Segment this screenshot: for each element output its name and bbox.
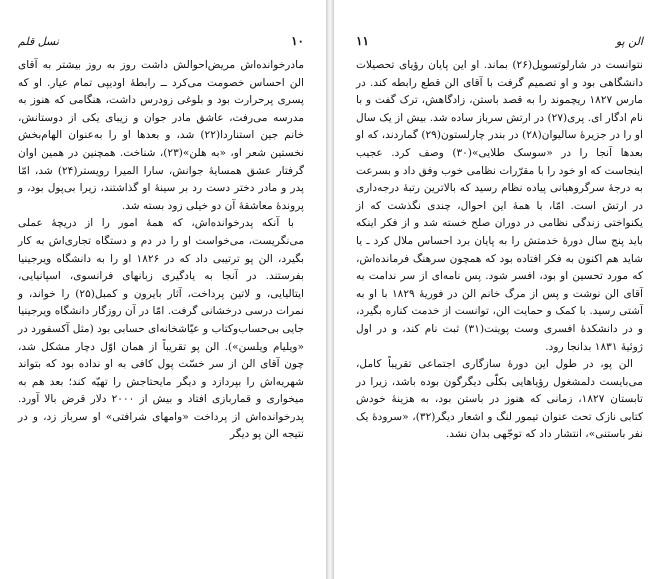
left-paragraph-1: مادرخوانده‌اش مریض‌احوالش داشت روز به روز بیشتر به آقای الن احساس خصومت می‌کرد ــ رابطهٔ اودیپی تمام عیار. او که پسری پرحرارت بود و بلوغی زودرس داشت، هنگامی که هنوز به مدرسه می‌رفت، عاشق مادر جوان و زیبای یکی از دوستانش، خانم جین استناردا(۲۲) شد، و بعدها او را به‌عنوان الهام‌بخش نخستین شعر او، «به هلن»(۲۳)، شناخت. همچنین در همین اوان گرفتار عشق همسایهٔ جوانش، سارا المیرا رویستر(۲۴) شد، امّا پدر و مادر دختر دست رد بر سینهٔ او گذاشتند، زیرا بی‌پول بود، و پروندهٔ معاشقهٔ آن دو خیلی زود بسته شد. (18, 59, 304, 212)
right-page-header (356, 34, 643, 48)
right-page-number: ۱۱ (356, 34, 369, 48)
book-gutter (326, 0, 334, 579)
right-page (334, 0, 663, 579)
right-paragraph-1: نتوانست در شارلوتسویل(۲۶) بماند. او این پایان رؤیای تحصیلات دانشگاهی بود و او تصمیم گرفت با آقای الن قطع رابطه کند. در مارس ۱۸۲۷ ریچموند را به قصد باستن، زادگاهش، ترک گفت و با نام ادگار ای. پری(۲۷) در ارتش سرباز ساده شد. بیش از یک سال او را در جزیرهٔ سالیوان(۲۸) در بندر چارلستون(۲۹) گماردند، که او بعدها آنجا را در «سوسک طلایی»(۳۰) وصف کرد. عجیب اینجاست که او خود را با مقرّرات نظامی خوب وفق داد و بسرعت به درجهٔ سرگروهبانی پیاده نظام رسید که بالاترین رتبهٔ درجه‌داری در ارتش است. امّا، با همهٔ این احوال، چندی نگذشت که از یکنواختی زندگی نظامی در دوران صلح خسته شد و از فکر اینکه باید پنج سال دورهٔ خدمتش را به پایان برد احساس ملال کرد ـ یا شاید هم اکنون به فکر افتاده بود که همچون سرهنگ فرمانده‌اش، که مورد تحسین او بود، افسر شود. پس نامه‌ای از سر ندامت به آقای الن نوشت و پس از مرگ خانم الن در فوریهٔ ۱۸۲۹ با او به آشتی رسید. با کمک و حمایت الن، توانست از خدمت کناره بگیرد، و در دانشکدهٔ افسری وست پوینت(۳۱) ثبت نام کند، و در اول ژوئیهٔ ۱۸۳۱ بدانجا رود. (356, 59, 644, 353)
left-paragraph-2: با آنکه پدرخوانده‌اش، که همهٔ امور را از دریچهٔ عملی می‌نگریست، می‌خواست او را در دم و دستگاه تجاری‌اش به کار بگیرد، الن پو ترتیبی داد که در ۱۸۲۶ او را به دانشگاه ویرجینیا بفرستند. در آنجا به یادگیری زبانهای فرانسوی، اسپانیایی، ایتالیایی، و لاتین پرداخت، آثار بایرون و کمبل(۲۵) را خواند، و نمرات درسی درخشانی گرفت. امّا در آن روزگار دانشگاه ویرجینیا جایی بی‌حساب‌وکتاب و عیّاشخانه‌ای حسابی بود (مثل آکسفورد در «ویلیام ویلسن»). الن پو تقریباً از همان اوّل دچار مشکل شد، چون آقای الن از سر خسّت پول کافی به او نداده بود که بتواند شهریه‌اش را بپردازد و دیگر مایحتاجش را تهیّه کند؛ بعد هم به میخواری و قماربازی افتاد و بیش از ۲۰۰۰ دلار قرض بالا آورد. پدرخوانده‌اش از پرداخت «وامهای شرافتی» او سرباز زد، و در نتیجه الن پو دیگر (18, 217, 305, 441)
left-page (0, 0, 326, 579)
left-page-header (18, 34, 304, 48)
left-running-title: نسل قلم (18, 35, 59, 48)
left-page-number: ۱۰ (291, 34, 304, 48)
right-paragraph-2: الن پو، در طول این دورهٔ سازگاری اجتماعی تقریباً کامل، می‌بایست دلمشغول رؤیاهایی بکلّی دیگرگون بوده باشد، زیرا در تابستان ۱۸۲۷، زمانی که هنوز در باستن بود، به هزینهٔ خودش کتابی نازک تحت عنوان تیمور لنگ و اشعار دیگر(۳۲)، «سرودهٔ یک نفر باستنی»، انتشار داد که توجّهی بدان نشد. (356, 358, 644, 441)
right-running-title: الن پو (615, 35, 643, 48)
